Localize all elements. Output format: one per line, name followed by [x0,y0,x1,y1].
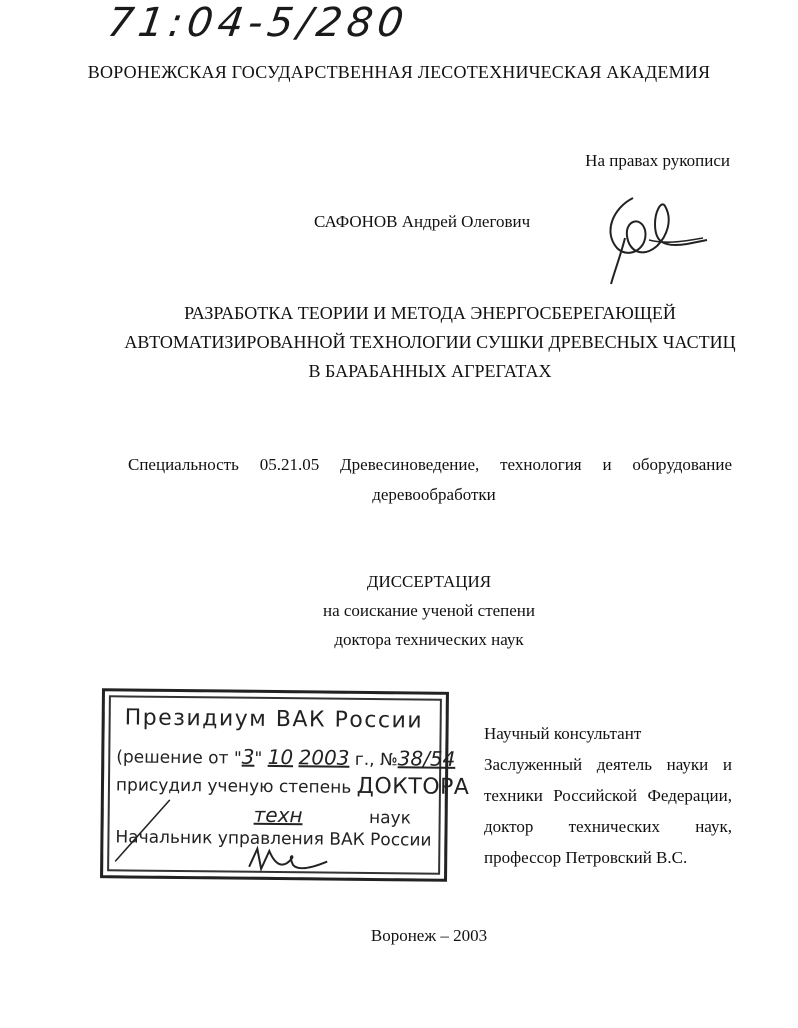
specialty-word: Древесиноведение, [340,455,480,474]
specialty-word: и [602,455,612,474]
stamp-title: Президиум ВАК России [124,705,424,734]
scientific-consultant [484,718,732,873]
consultant-line: техники Российской Федерации, [484,786,732,805]
stamp-year: 2003 [298,745,350,770]
stamp-decision-prefix: (решение от " [116,747,242,769]
author-signature [595,190,710,290]
document-line: на соискание ученой степени [322,601,536,620]
title-line: АВТОМАТИЗИРОВАННОЙ ТЕХНОЛОГИИ СУШКИ ДРЕВЕСНЫХ ЧАСТИЦ [124,332,736,352]
specialty-line [128,450,732,480]
document-type [0,567,798,654]
specialty-block [128,450,732,510]
stamp-field: техн [253,802,303,828]
document-heading: ДИССЕРТАЦИЯ [366,572,492,591]
specialty-word: оборудование [632,455,732,474]
author-name: САФОНОВ Андрей Олегович [314,212,531,231]
consultant-name: профессор Петровский В.С. [484,848,688,867]
specialty-continuation: деревообработки [372,485,496,504]
archive-code: 71:04-5/280 [104,0,412,46]
specialty-label: Специальность [128,455,239,474]
city-year: Воронеж – 2003 [370,926,488,945]
stamp-slash-mark [109,791,190,872]
stamp-day: 3 [241,744,255,769]
stamp-number: 38/54 [397,746,456,771]
manuscript-rights: На правах рукописи [585,151,730,170]
stamp-field-suffix: наук [368,807,412,829]
consultant-line: Заслуженный деятель науки и [484,755,732,774]
specialty-word: технология [500,455,582,474]
document-line: доктора технических наук [334,630,524,649]
title-line: РАЗРАБОТКА ТЕОРИИ И МЕТОДА ЭНЕРГОСБЕРЕГАЮЩЕЙ [184,303,676,323]
consultant-line: доктор технических наук, [484,817,732,836]
stamp-signature [243,843,333,876]
stamp-number-prefix: г., № [354,749,398,771]
stamp-degree: ДОКТОРА [356,773,470,801]
stamp-field-line [254,803,412,829]
stamp-month: 10 [267,744,294,770]
consultant-heading: Научный консультант [484,724,642,743]
stamp-quote: " [254,748,263,769]
specialty-code: 05.21.05 [259,455,320,474]
stamp-head-line: Начальник управления ВАК России [115,827,432,851]
dissertation-title [100,299,760,386]
title-line: В БАРАБАННЫХ АГРЕГАТАХ [308,361,552,381]
institution-name: ВОРОНЕЖСКАЯ ГОСУДАРСТВЕННАЯ ЛЕСОТЕХНИЧЕСКАЯ АКАДЕМИЯ [87,62,711,82]
stamp-decision-line [116,743,455,771]
stamp-awarded-prefix: присудил ученую степень [115,775,352,798]
vak-stamp [100,688,470,882]
